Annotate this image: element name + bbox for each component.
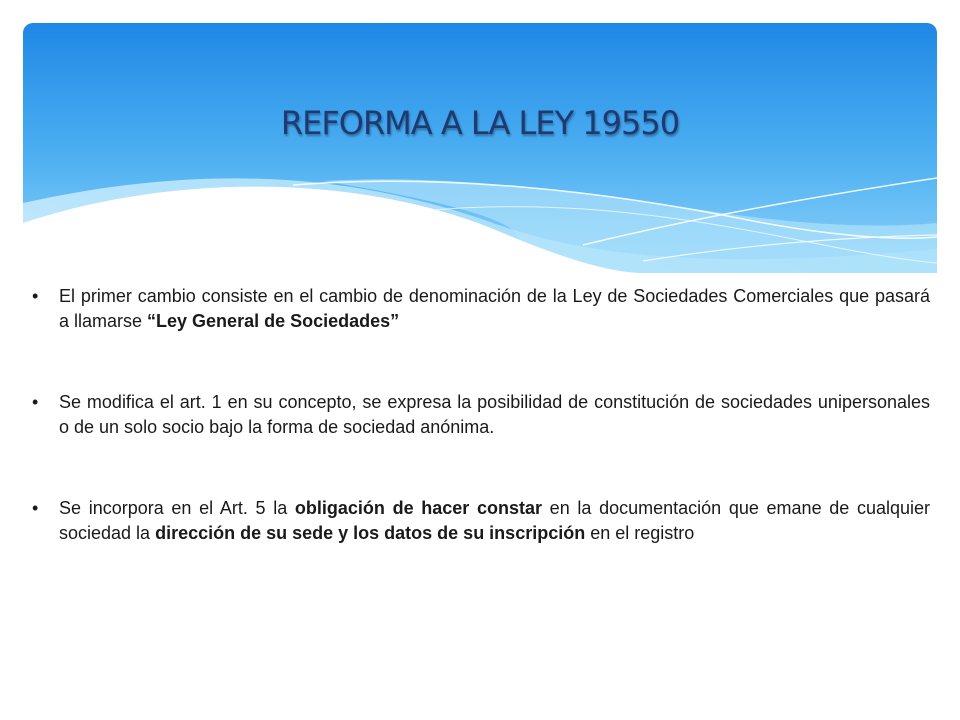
bullet-icon: • xyxy=(32,498,39,518)
wave-decoration xyxy=(23,23,937,273)
list-item xyxy=(32,390,930,440)
bullet-text-bold: dirección de su sede y los datos de su inscripción xyxy=(155,523,586,543)
bullet-icon: • xyxy=(32,286,39,306)
page-title: REFORMA A LA LEY 19550 xyxy=(280,104,680,142)
bullet-list xyxy=(32,284,930,546)
bullet-text-bold: “Ley General de Sociedades” xyxy=(147,311,400,331)
bullet-icon: • xyxy=(32,392,39,412)
bullet-text: Se modifica el art. 1 en su concepto, se expresa la posibilidad de constitución de sociedades unipersonales o de un solo socio bajo la forma de sociedad anónima. xyxy=(59,392,930,437)
bullet-text-bold: obligación de hacer constar xyxy=(294,498,542,518)
bullet-text: Se incorpora en el Art. 5 la xyxy=(59,498,295,518)
list-item xyxy=(32,496,930,546)
bullet-text: en el registro xyxy=(585,523,695,543)
header-banner xyxy=(23,23,937,273)
bullet-text: El primer cambio consiste en el cambio de denominación de la Ley de Sociedades Comerciales que pasará a llamarse xyxy=(59,286,930,331)
list-item xyxy=(32,284,930,334)
bullet-text: en la documentación que emane de cualquier sociedad la xyxy=(59,498,931,543)
